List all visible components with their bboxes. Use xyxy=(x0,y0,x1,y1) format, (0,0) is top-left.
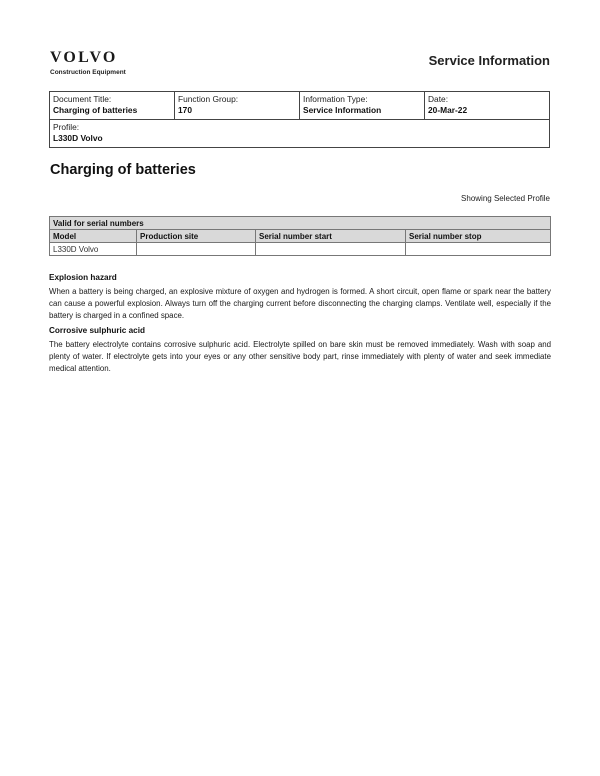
meta-cell-date xyxy=(425,92,550,120)
information-type-value: Service Information xyxy=(303,105,382,115)
section-heading-corrosive-acid: Corrosive sulphuric acid xyxy=(49,326,146,335)
serial-numbers-table xyxy=(49,216,551,256)
cell-model: L330D Volvo xyxy=(50,243,137,256)
section-text-corrosive-acid: The battery electrolyte contains corrosive sulphuric acid. Electrolyte spilled on bare skin must be removed immediately. Wash with soap and plenty of water. If electrolyte gets into your eyes or any other sensitive body part, rinse immediately with plenty of water and seek immediate medical attention. xyxy=(49,340,551,373)
column-header-serial-start: Serial number start xyxy=(256,230,406,243)
profile-value: L330D Volvo xyxy=(53,133,103,143)
meta-cell-function-group xyxy=(175,92,300,120)
document-type-heading: Service Information xyxy=(428,53,550,68)
information-type-label: Information Type: xyxy=(303,94,368,104)
showing-selected-profile-note: Showing Selected Profile xyxy=(461,194,550,203)
cell-serial-start xyxy=(256,243,406,256)
function-group-label: Function Group: xyxy=(178,94,239,104)
column-header-production-site: Production site xyxy=(137,230,256,243)
logo-subtitle: Construction Equipment xyxy=(50,69,126,76)
serial-caption-row xyxy=(50,217,551,230)
meta-row-profile xyxy=(50,120,550,148)
serial-caption: Valid for serial numbers xyxy=(50,217,551,230)
meta-cell-profile xyxy=(50,120,550,148)
meta-cell-information-type xyxy=(300,92,425,120)
document-title-value: Charging of batteries xyxy=(53,105,138,115)
column-header-model: Model xyxy=(50,230,137,243)
content-body xyxy=(49,272,551,378)
column-header-serial-stop: Serial number stop xyxy=(406,230,551,243)
date-label: Date: xyxy=(428,94,449,104)
table-row xyxy=(50,243,551,256)
document-title-label: Document Title: xyxy=(53,94,112,104)
cell-production-site xyxy=(137,243,256,256)
page-title: Charging of batteries xyxy=(50,162,196,178)
cell-serial-stop xyxy=(406,243,551,256)
section-heading-explosion-hazard: Explosion hazard xyxy=(49,273,117,282)
volvo-logo xyxy=(50,50,126,76)
section-text-explosion-hazard: When a battery is being charged, an explosive mixture of oxygen and hydrogen is formed. A short circuit, open flame or spark near the battery can cause a powerful explosion. Always turn off the charging current before disconnecting the charging clamps. Ventilate well, especially if the battery is charged in a confined space. xyxy=(49,287,551,320)
document-meta-table xyxy=(49,91,550,148)
profile-label: Profile: xyxy=(53,122,80,132)
serial-header-row xyxy=(50,230,551,243)
date-value: 20-Mar-22 xyxy=(428,105,468,115)
meta-row xyxy=(50,92,550,120)
logo-wordmark: VOLVO xyxy=(50,49,118,66)
meta-cell-document-title xyxy=(50,92,175,120)
function-group-value: 170 xyxy=(178,105,192,115)
